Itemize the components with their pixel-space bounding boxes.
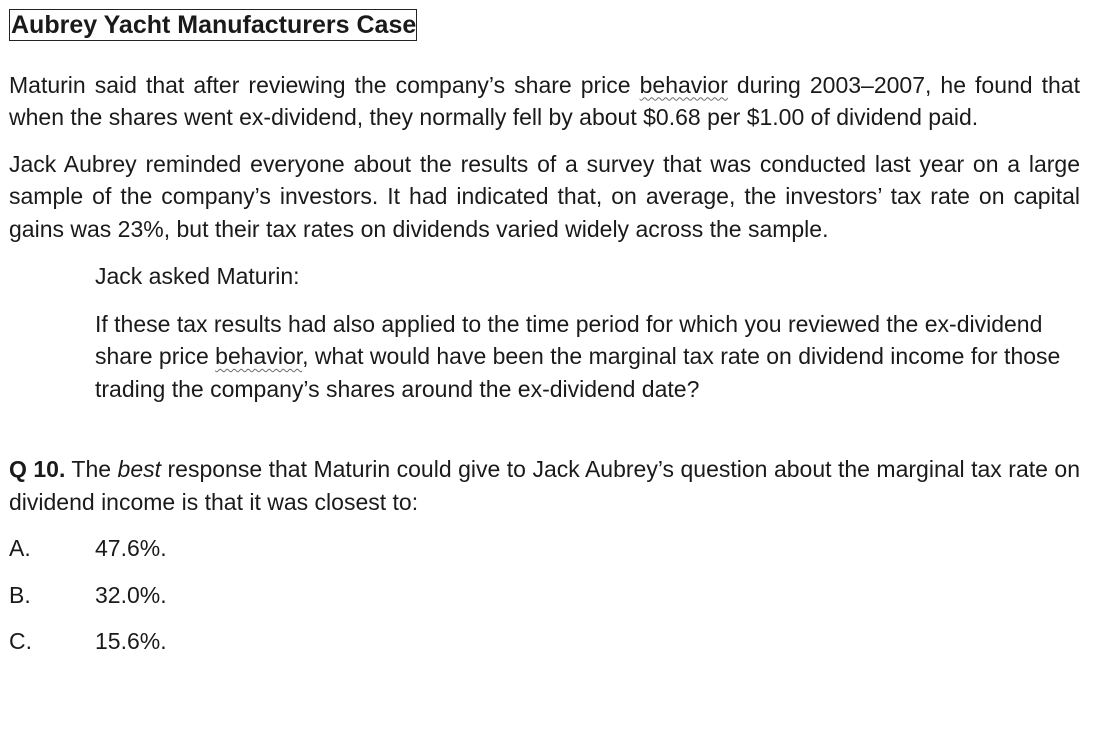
- option-text: 32.0%.: [95, 581, 167, 608]
- spellcheck-flagged-word[interactable]: behavior: [639, 71, 728, 98]
- paragraph-survey: Jack Aubrey reminded everyone about the results of a survey that was conducted last year on a large sample of the company’s investors. It had indicated that, on average, the investors’ tax rate on capital gains was 23%, but their tax rates on dividends varied widely across the sample.: [9, 150, 1080, 242]
- option-letter: B.: [9, 581, 31, 608]
- question-text: response that Maturin could give to Jack Aubrey’s question about the marginal tax rate on dividend income is that it was closest to:: [9, 456, 1080, 515]
- question-emphasis: best: [117, 456, 162, 482]
- answer-option-b[interactable]: [9, 579, 1080, 612]
- question-10: [9, 453, 1080, 518]
- answer-option-a[interactable]: [9, 532, 1080, 565]
- option-letter: C.: [9, 628, 32, 654]
- question-text: The: [65, 456, 118, 482]
- case-title: Aubrey Yacht Manufacturers Case: [11, 11, 417, 39]
- spellcheck-flagged-word[interactable]: behavior: [215, 343, 303, 369]
- question-quote: [95, 308, 1080, 406]
- question-number: Q 10.: [9, 456, 66, 482]
- paragraph-maturin-share-price: [9, 69, 1080, 134]
- option-text: 47.6%.: [95, 535, 167, 561]
- answer-option-c[interactable]: [9, 625, 1080, 658]
- quote-text: If these tax results had also applied to the time period for which you reviewed the ex-dividend share price: [95, 310, 1043, 369]
- option-text: 15.6%.: [95, 628, 167, 654]
- paragraph-text: Maturin said that after reviewing the company’s share price: [9, 71, 640, 98]
- quote-text: , what would have been the marginal tax rate on dividend income for those trading the company’s shares around the ex-dividend date?: [95, 343, 1061, 402]
- jack-asked-line: Jack asked Maturin:: [95, 263, 300, 289]
- paragraph-text: during 2003–2007, he found that when the shares went ex-dividend, they normally fell by about $0.68 per $1.00 of dividend paid.: [9, 71, 1080, 130]
- option-letter: A.: [9, 535, 31, 561]
